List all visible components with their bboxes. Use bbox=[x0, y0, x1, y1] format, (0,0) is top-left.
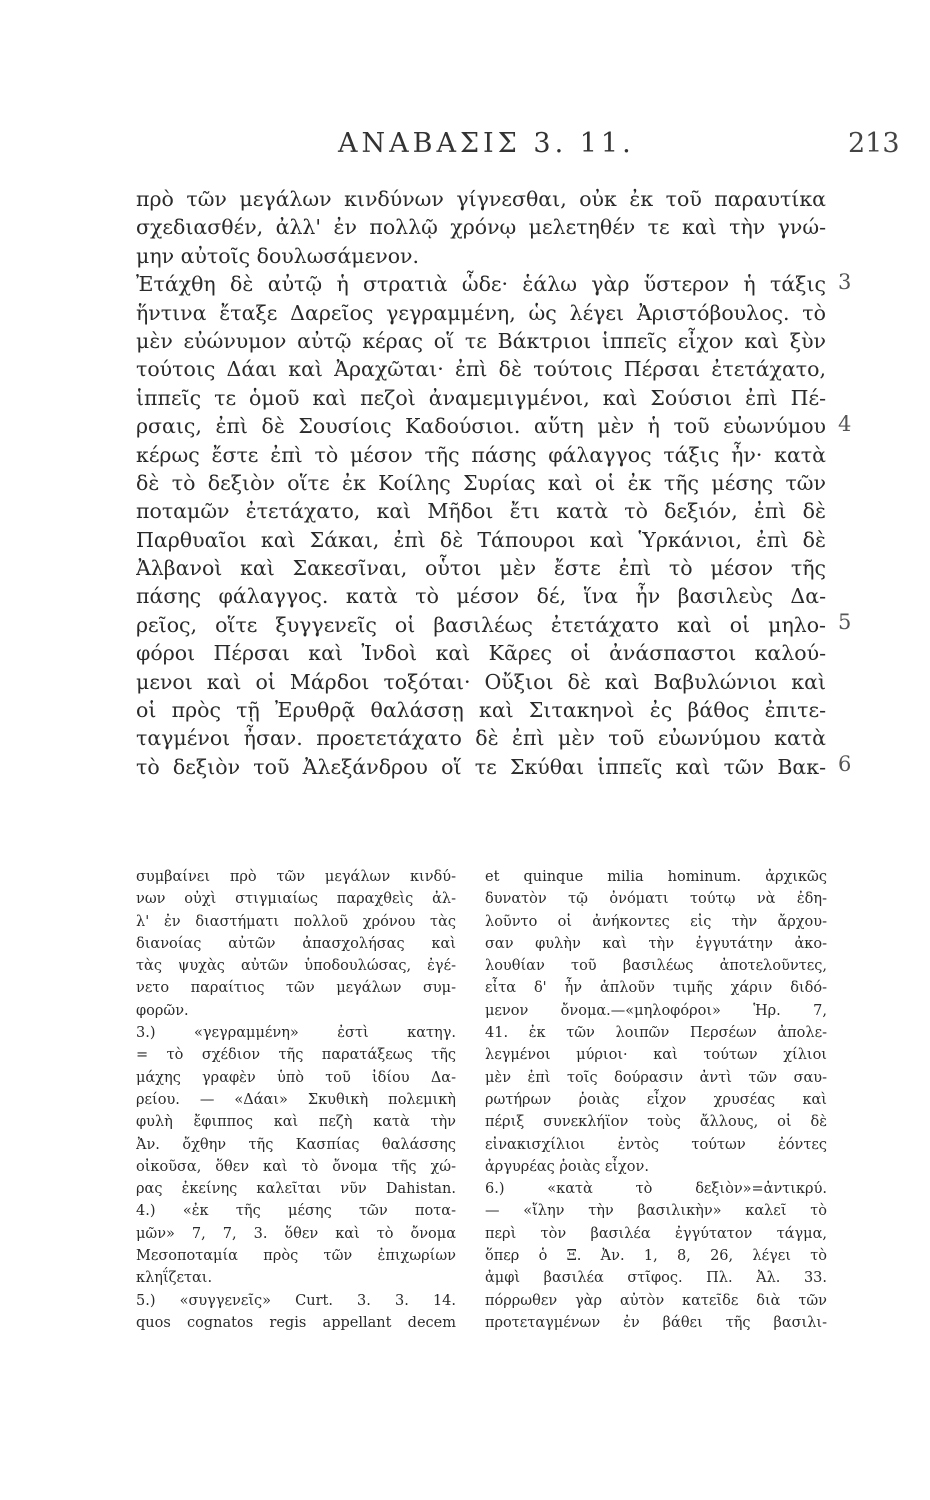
note-line: Ἀν. ὄχθην τῆς Κασπίας θαλάσσης bbox=[136, 1136, 456, 1153]
page-number: 213 bbox=[848, 128, 900, 159]
note-line: φυλὴ ἔφιππος καὶ πεζὴ κατὰ τὴν bbox=[136, 1114, 456, 1131]
note-line: νων οὐχὶ στιγμιαίως παραχθεὶς ἀλ- bbox=[136, 891, 456, 908]
main-line: πάσης φάλαγγος. κατὰ τὸ μέσον δέ, ἵνα ἦν βασιλεὺς Δα- bbox=[136, 584, 826, 609]
note-line: λεγμένοι μύριοι· καὶ τούτων χίλιοι bbox=[485, 1047, 827, 1064]
main-line: ποταμῶν ἐτετάχατο, καὶ Μῆδοι ἔτι κατὰ τὸ δεξιόν, ἐπὶ δὲ bbox=[136, 499, 826, 524]
note-line: περὶ τὸν βασιλέα ἐγγύτατον τάγμα, bbox=[485, 1225, 827, 1242]
note-line: μῶν» 7, 7, 3. ὅθεν καὶ τὸ ὄνομα bbox=[136, 1225, 456, 1242]
note-line: κληΐζεται. bbox=[136, 1270, 213, 1287]
main-line: ἱππεῖς τε ὁμοῦ καὶ πεζοὶ ἀναμεμιγμένοι, καὶ Σούσιοι ἐπὶ Πέ- bbox=[136, 385, 826, 410]
note-line: Μεσοποταμία πρὸς τῶν ἐπιχωρίων bbox=[136, 1248, 456, 1265]
section-number: 4 bbox=[838, 412, 852, 436]
note-line: ἀργυρέας ῥοιὰς εἶχον. bbox=[485, 1158, 649, 1175]
section-number: 5 bbox=[838, 610, 852, 634]
main-text bbox=[136, 185, 826, 781]
main-line: οἱ πρὸς τῇ Ἐρυθρᾷ θαλάσσῃ καὶ Σιτακηνοὶ ἐς βάθος ἐπιτε- bbox=[136, 698, 826, 723]
main-line: ρεῖος, οἵτε ξυγγενεῖς οἱ βασιλέως ἐτετάχατο καὶ οἱ μηλο- bbox=[136, 612, 826, 637]
note-line: 41. ἐκ τῶν λοιπῶν Περσέων ἀπολε- bbox=[485, 1025, 827, 1042]
note-line: et quinque milia hominum. ἀρχικῶς bbox=[485, 869, 827, 885]
note-line: πέριξ συνεκλήϊον τοὺς ἄλλους, οἱ δὲ bbox=[485, 1114, 827, 1131]
note-line: ρωτήρων ῥοιὰς εἶχον χρυσέας καὶ bbox=[485, 1091, 827, 1108]
note-line: σαν φυλὴν καὶ τὴν ἐγγυτάτην ἀκο- bbox=[485, 935, 827, 952]
note-line: ἀμφὶ βασιλέα στῖφος. Πλ. Ἀλ. 33. bbox=[485, 1270, 827, 1287]
main-line: δὲ τὸ δεξιὸν οἵτε ἐκ Κοίλης Συρίας καὶ οἱ ἐκ τῆς μέσης τῶν bbox=[136, 470, 826, 495]
note-line: διανοίας αὐτῶν ἀπασχολήσας καὶ bbox=[136, 935, 456, 952]
section-number: 3 bbox=[838, 270, 852, 294]
note-line: 4.) «ἐκ τῆς μέσης τῶν ποτα- bbox=[136, 1203, 456, 1220]
running-head: ΑΝΑΒΑΣΙΣ 3. 11. bbox=[338, 128, 635, 159]
main-line: μην αὐτοῖς δουλωσάμενον. bbox=[136, 243, 420, 268]
main-line: μὲν εὐώνυμον αὐτῷ κέρας οἵ τε Βάκτριοι ἱππεῖς εἶχον καὶ ξὺν bbox=[136, 328, 826, 353]
main-line: ρσαις, ἐπὶ δὲ Σουσίοις Καδούσιοι. αὕτη μὲν ἡ τοῦ εὐωνύμου bbox=[136, 414, 826, 439]
note-line: 3.) «γεγραμμένη» ἐστὶ κατηγ. bbox=[136, 1025, 456, 1042]
note-line: προτεταγμένων ἐν βάθει τῆς βασιλι- bbox=[485, 1314, 827, 1331]
note-line: ρείου. — «Δάαι» Σκυθικὴ πολεμικὴ bbox=[136, 1091, 456, 1108]
note-line: 5.) «συγγενεῖς» Curt. 3. 3. 14. bbox=[136, 1292, 456, 1309]
note-line: φορῶν. bbox=[136, 1002, 189, 1019]
main-line: σχεδιασθέν, ἀλλ' ἐν πολλῷ χρόνῳ μελετηθέν τε καὶ τὴν γνώ- bbox=[136, 215, 826, 240]
main-line: πρὸ τῶν μεγάλων κινδύνων γίγνεσθαι, οὐκ ἐκ τοῦ παραυτίκα bbox=[136, 187, 826, 211]
note-line: μὲν ἐπὶ τοῖς δούρασιν ἀντὶ τῶν σαυ- bbox=[485, 1069, 827, 1086]
note-line: quos cognatos regis appellant decem bbox=[136, 1314, 456, 1331]
note-line: συμβαίνει πρὸ τῶν μεγάλων κινδύ- bbox=[136, 869, 456, 885]
note-line: λουθίαν τοῦ βασιλέως ἀποτελοῦντες, bbox=[485, 958, 827, 975]
footnotes-left-column bbox=[136, 866, 456, 1334]
main-line: τὸ δεξιὸν τοῦ Ἀλεξάνδρου οἵ τε Σκύθαι ἱππεῖς καὶ τῶν Βακ- bbox=[136, 754, 826, 779]
note-line: πόρρωθεν γὰρ αὐτὸν κατεῖδε διὰ τῶν bbox=[485, 1292, 827, 1309]
note-line: ρας ἐκείνης καλεῖται νῦν Dahistan. bbox=[136, 1181, 456, 1198]
section-number: 6 bbox=[838, 752, 852, 776]
main-line: Παρθυαῖοι καὶ Σάκαι, ἐπὶ δὲ Τάπουροι καὶ Ὑρκάνιοι, ἐπὶ δὲ bbox=[136, 527, 826, 552]
main-line: φόροι Πέρσαι καὶ Ἰνδοὶ καὶ Κᾶρες οἱ ἀνάσπαστοι καλού- bbox=[136, 641, 826, 666]
note-line: τὰς ψυχὰς αὐτῶν ὑποδουλώσας, ἐγέ- bbox=[136, 958, 456, 975]
note-line: = τὸ σχέδιον τῆς παρατάξεως τῆς bbox=[136, 1047, 456, 1064]
main-line: ταγμένοι ἦσαν. προετετάχατο δὲ ἐπὶ μὲν τοῦ εὐωνύμου κατὰ bbox=[136, 726, 826, 751]
note-line: δυνατὸν τῷ ὀνόματι τούτῳ νὰ ἐδη- bbox=[485, 891, 827, 908]
note-line: εἰνακισχίλιοι ἐντὸς τούτων ἐόντες bbox=[485, 1136, 827, 1153]
footnotes-right-column bbox=[485, 866, 827, 1334]
note-line: — «ἴλην τὴν βασιλικὴν» καλεῖ τὸ bbox=[485, 1203, 827, 1220]
note-line: μάχης γραφὲν ὑπὸ τοῦ ἰδίου Δα- bbox=[136, 1069, 456, 1086]
main-line: Ἀλβανοὶ καὶ Σακεσῖναι, οὗτοι μὲν ἔστε ἐπὶ τὸ μέσον τῆς bbox=[136, 556, 826, 581]
note-line: νετο παραίτιος τῶν μεγάλων συμ- bbox=[136, 980, 456, 997]
note-line: λοῦντο οἱ ἀνήκοντες εἰς τὴν ἄρχου- bbox=[485, 913, 827, 930]
note-line: μενον ὄνομα.—«μηλοφόροι» Ἡρ. 7, bbox=[485, 1002, 827, 1019]
main-line: μενοι καὶ οἱ Μάρδοι τοξόται· Οὔξιοι δὲ καὶ Βαβυλώνιοι καὶ bbox=[136, 669, 826, 694]
main-line: κέρως ἔστε ἐπὶ τὸ μέσον τῆς πάσης φάλαγγος τάξις ἦν· κατὰ bbox=[136, 442, 826, 467]
note-line: οἰκοῦσα, ὅθεν καὶ τὸ ὄνομα τῆς χώ- bbox=[136, 1158, 456, 1175]
note-line: ὅπερ ὁ Ξ. Ἀν. 1, 8, 26, λέγει τὸ bbox=[485, 1248, 827, 1265]
main-line: ἥντινα ἔταξε Δαρεῖος γεγραμμένη, ὡς λέγει Ἀριστόβουλος. τὸ bbox=[136, 300, 826, 325]
main-line: Ἐτάχθη δὲ αὐτῷ ἡ στρατιὰ ὧδε· ἑάλω γὰρ ὕστερον ἡ τάξις bbox=[136, 272, 826, 297]
main-line: τούτοις Δάαι καὶ Ἀραχῶται· ἐπὶ δὲ τούτοις Πέρσαι ἐτετάχατο, bbox=[136, 357, 826, 382]
note-line: 6.) «κατὰ τὸ δεξιὸν»=ἀντικρύ. bbox=[485, 1181, 827, 1198]
note-line: λ' ἐν διαστήματι πολλοῦ χρόνου τὰς bbox=[136, 913, 456, 930]
note-line: εἶτα δ' ἦν ἁπλοῦν τιμῆς χάριν διδό- bbox=[485, 980, 827, 997]
